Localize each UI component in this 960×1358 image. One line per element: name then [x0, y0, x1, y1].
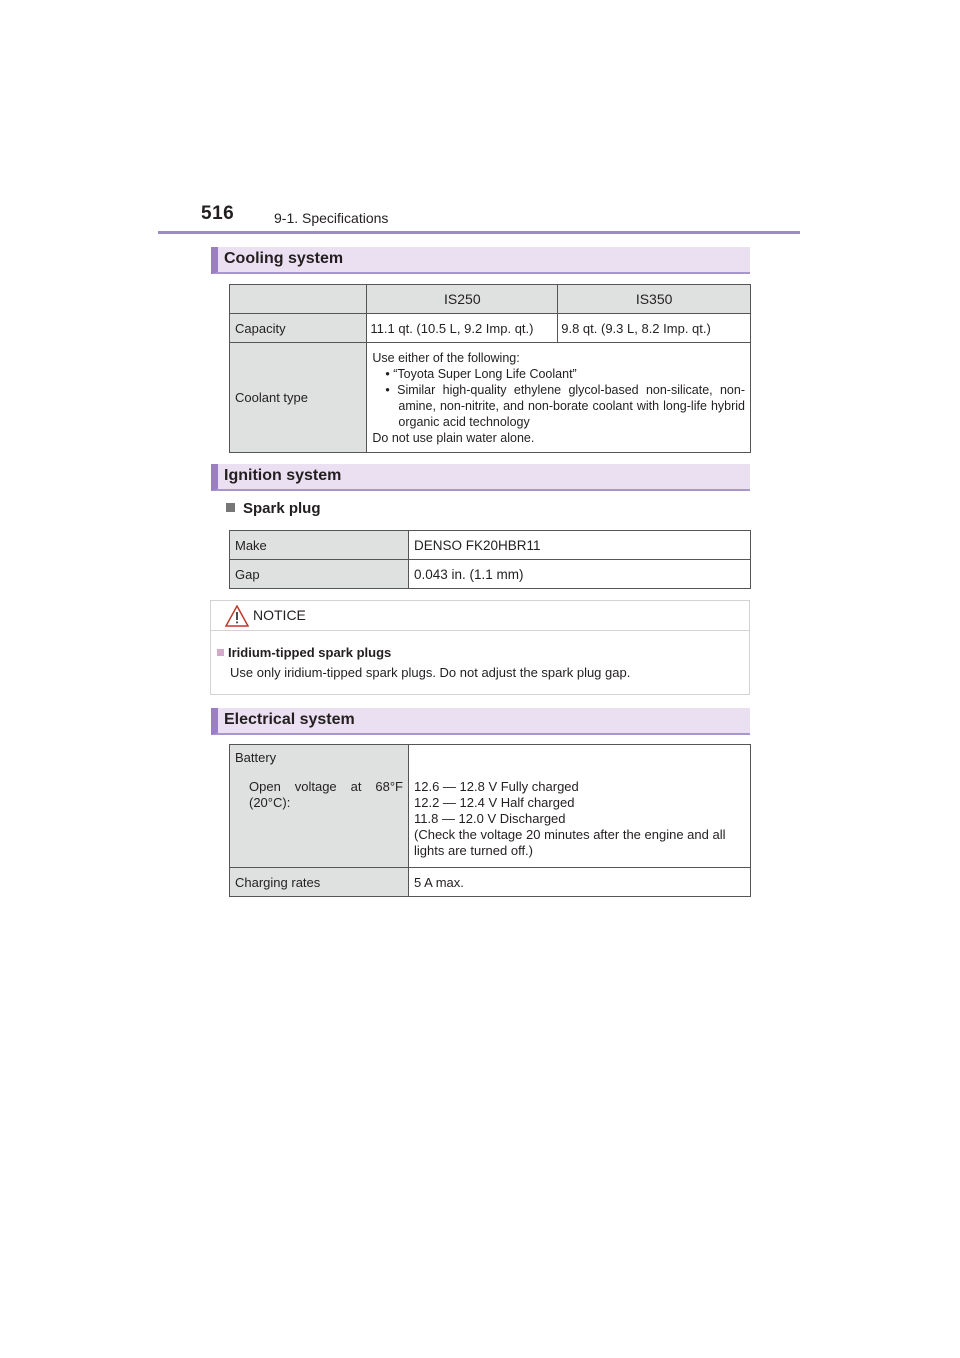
battery-row [230, 745, 751, 868]
make-value: DENSO FK20HBR11 [409, 531, 751, 560]
ignition-system-heading [211, 464, 750, 491]
make-row [230, 531, 751, 560]
notice-label: NOTICE [253, 607, 306, 623]
cooling-header-row [230, 285, 751, 314]
open-voltage-label: Open voltage at 68°F (20°C): [249, 779, 403, 810]
cooling-system-heading [211, 247, 750, 274]
notice-box [210, 600, 750, 695]
capacity-label: Capacity [230, 314, 367, 343]
gap-label: Gap [230, 560, 409, 589]
voltage-note: (Check the voltage 20 minutes after the engine and all lights are turned off.) [414, 827, 726, 858]
notice-body: Use only iridium-tipped spark plugs. Do not adjust the spark plug gap. [230, 665, 631, 680]
coolant-intro: Use either of the following: [372, 350, 520, 365]
electrical-table [229, 744, 751, 897]
coolant-note: Do not use plain water alone. [372, 430, 535, 445]
ignition-system-title: Ignition system [224, 467, 342, 484]
electrical-system-title: Electrical system [224, 711, 355, 728]
capacity-is350: 9.8 qt. (9.3 L, 8.2 Imp. qt.) [558, 314, 751, 343]
battery-cell [230, 745, 409, 868]
cooling-header-is250: IS250 [367, 285, 558, 314]
electrical-system-heading [211, 708, 750, 735]
cooling-table [229, 284, 751, 453]
cooling-system-title: Cooling system [224, 250, 344, 267]
notice-heading-text: Iridium-tipped spark plugs [228, 645, 392, 660]
charging-label: Charging rates [230, 868, 409, 897]
gap-row [230, 560, 751, 589]
section-title: 9-1. Specifications [274, 210, 389, 226]
battery-label: Battery [235, 750, 277, 765]
coolant-item: • Similar high-quality ethylene glycol-based non-silicate, non-amine, non-nitrite, and non-borate coolant with long-life hybrid organic acid technology [385, 382, 745, 429]
warning-triangle-icon [225, 605, 249, 627]
spark-plug-subheading [226, 500, 321, 517]
square-bullet-icon [217, 649, 224, 656]
spark-plug-title: Spark plug [243, 500, 321, 517]
capacity-row [230, 314, 751, 343]
capacity-is250: 11.1 qt. (10.5 L, 9.2 Imp. qt.) [367, 314, 558, 343]
cooling-header-is350: IS350 [558, 285, 751, 314]
coolant-type-value [367, 343, 751, 453]
voltage-line: 12.6 — 12.8 V Fully charged [414, 779, 579, 794]
voltage-line: 11.8 — 12.0 V Discharged [414, 811, 566, 826]
header-rule [158, 231, 800, 234]
coolant-item: • “Toyota Super Long Life Coolant” [385, 366, 577, 381]
charging-row [230, 868, 751, 897]
cooling-header-blank [230, 285, 367, 314]
notice-header [211, 601, 749, 631]
notice-heading [217, 645, 391, 660]
make-label: Make [230, 531, 409, 560]
coolant-row [230, 343, 751, 453]
page-number: 516 [201, 203, 235, 224]
voltage-values [409, 745, 751, 868]
coolant-type-label: Coolant type [230, 343, 367, 453]
square-bullet-icon [226, 503, 235, 512]
charging-value: 5 A max. [409, 868, 751, 897]
gap-value: 0.043 in. (1.1 mm) [409, 560, 751, 589]
spark-plug-table [229, 530, 751, 589]
voltage-line: 12.2 — 12.4 V Half charged [414, 795, 575, 810]
